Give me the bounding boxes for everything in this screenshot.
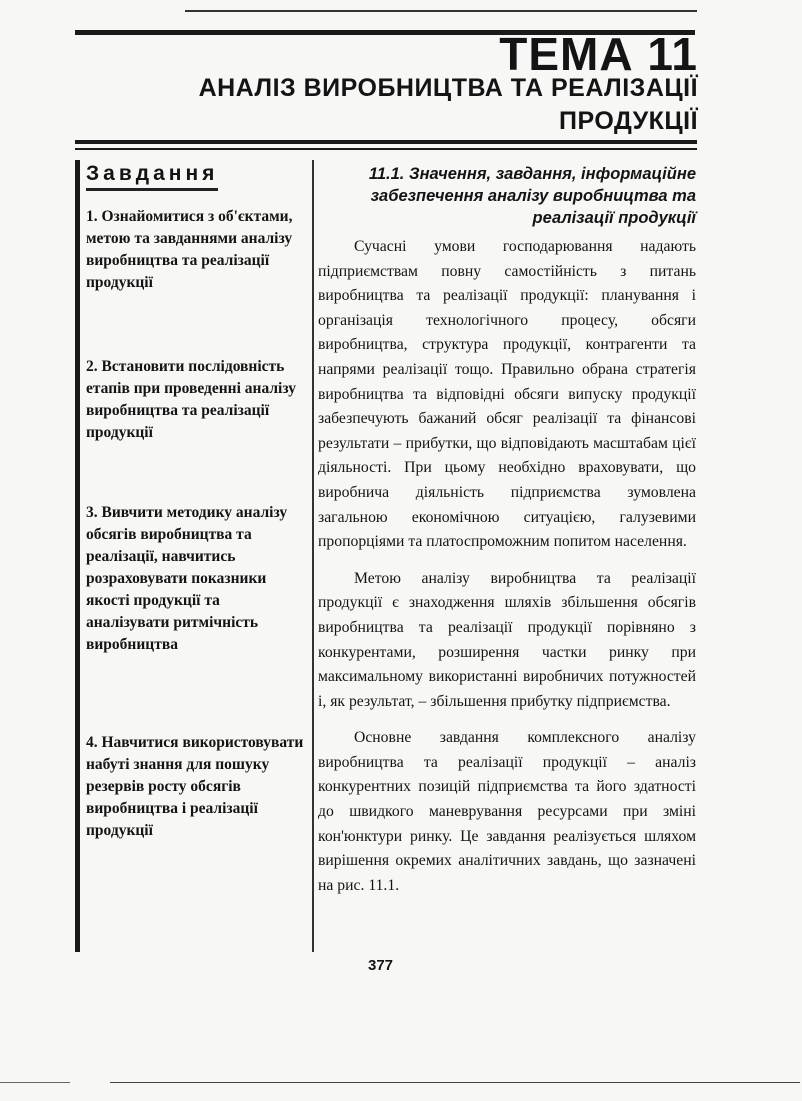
sidebar-vertical-rule [75, 160, 80, 952]
page-number: 377 [368, 957, 394, 974]
paragraph-1: Сучасні умови господарювання надають підприємствам повну самостійність з питань виробництва та реалізації продукції: планування і організація технологічного процесу, обсяги виробництва, структура продукції, контрагенти та напрями реалізації тощо. Правильно обрана стратегія виробництва та відповідні обсяги випуску продукції забезпечують бажаний обсяг реалізації та фінансові результати – прибутки, що відповідають масштабам цієї діяльності. При цьому необхідно враховувати, що виробнича діяльність підприємства зумовлена загальною економічною ситуацією, галузевими пропорціями та платоспроможним попитом населення. [318, 238, 696, 551]
main-column [318, 160, 696, 898]
task-item-4: 4. Навчитися використовувати набуті знання для пошуку резервів росту обсягів виробництва і реалізації продукції [86, 734, 304, 839]
task-item-2: 2. Встановити послідовність етапів при проведенні аналізу виробництва та реалізації продукції [86, 358, 297, 441]
task-item-3: 3. Вивчити методику аналізу обсягів виробництва та реалізації, навчитись розраховувати показники якості продукції та аналізувати ритмічність виробництва [86, 504, 288, 653]
bottom-rule [110, 1082, 800, 1083]
title-underline-thin [75, 148, 697, 150]
tasks-heading: Завдання [86, 162, 218, 191]
title-underline-thick [75, 140, 697, 144]
section-title: 11.1. Значення, завдання, інформаційне забезпечення аналізу виробництва та реалізації продукції [368, 165, 696, 227]
task-item-1: 1. Ознайомитися з об'єктами, метою та завданнями аналізу виробництва та реалізації продукції [86, 208, 293, 291]
paragraph-3: Основне завдання комплексного аналізу виробництва та реалізації продукції – аналіз конкурентних позицій підприємства та його здатності до швидкого маневрування ресурсами при зміні кон'юнктури ринку. Це завдання реалізується шляхом вирішення окремих аналітичних завдань, що зазначені на рис. 11.1. [318, 729, 696, 894]
theme-label: ТЕМА 11 [499, 28, 698, 80]
bottom-left-dash [0, 1082, 70, 1083]
theme-title: АНАЛІЗ ВИРОБНИЦТВА ТА РЕАЛІЗАЦІЇ ПРОДУКЦІЇ [198, 74, 698, 135]
column-divider [312, 160, 314, 952]
top-thin-rule [185, 10, 697, 12]
tasks-sidebar [86, 160, 308, 839]
paragraph-2: Метою аналізу виробництва та реалізації продукції є знаходження шляхів збільшення обсягів виробництва та реалізації продукції порівняно з конкурентами, розширення частки ринку при максимальному використанні виробничих потужностей і, як результат, – збільшення прибутку підприємства. [318, 569, 696, 710]
